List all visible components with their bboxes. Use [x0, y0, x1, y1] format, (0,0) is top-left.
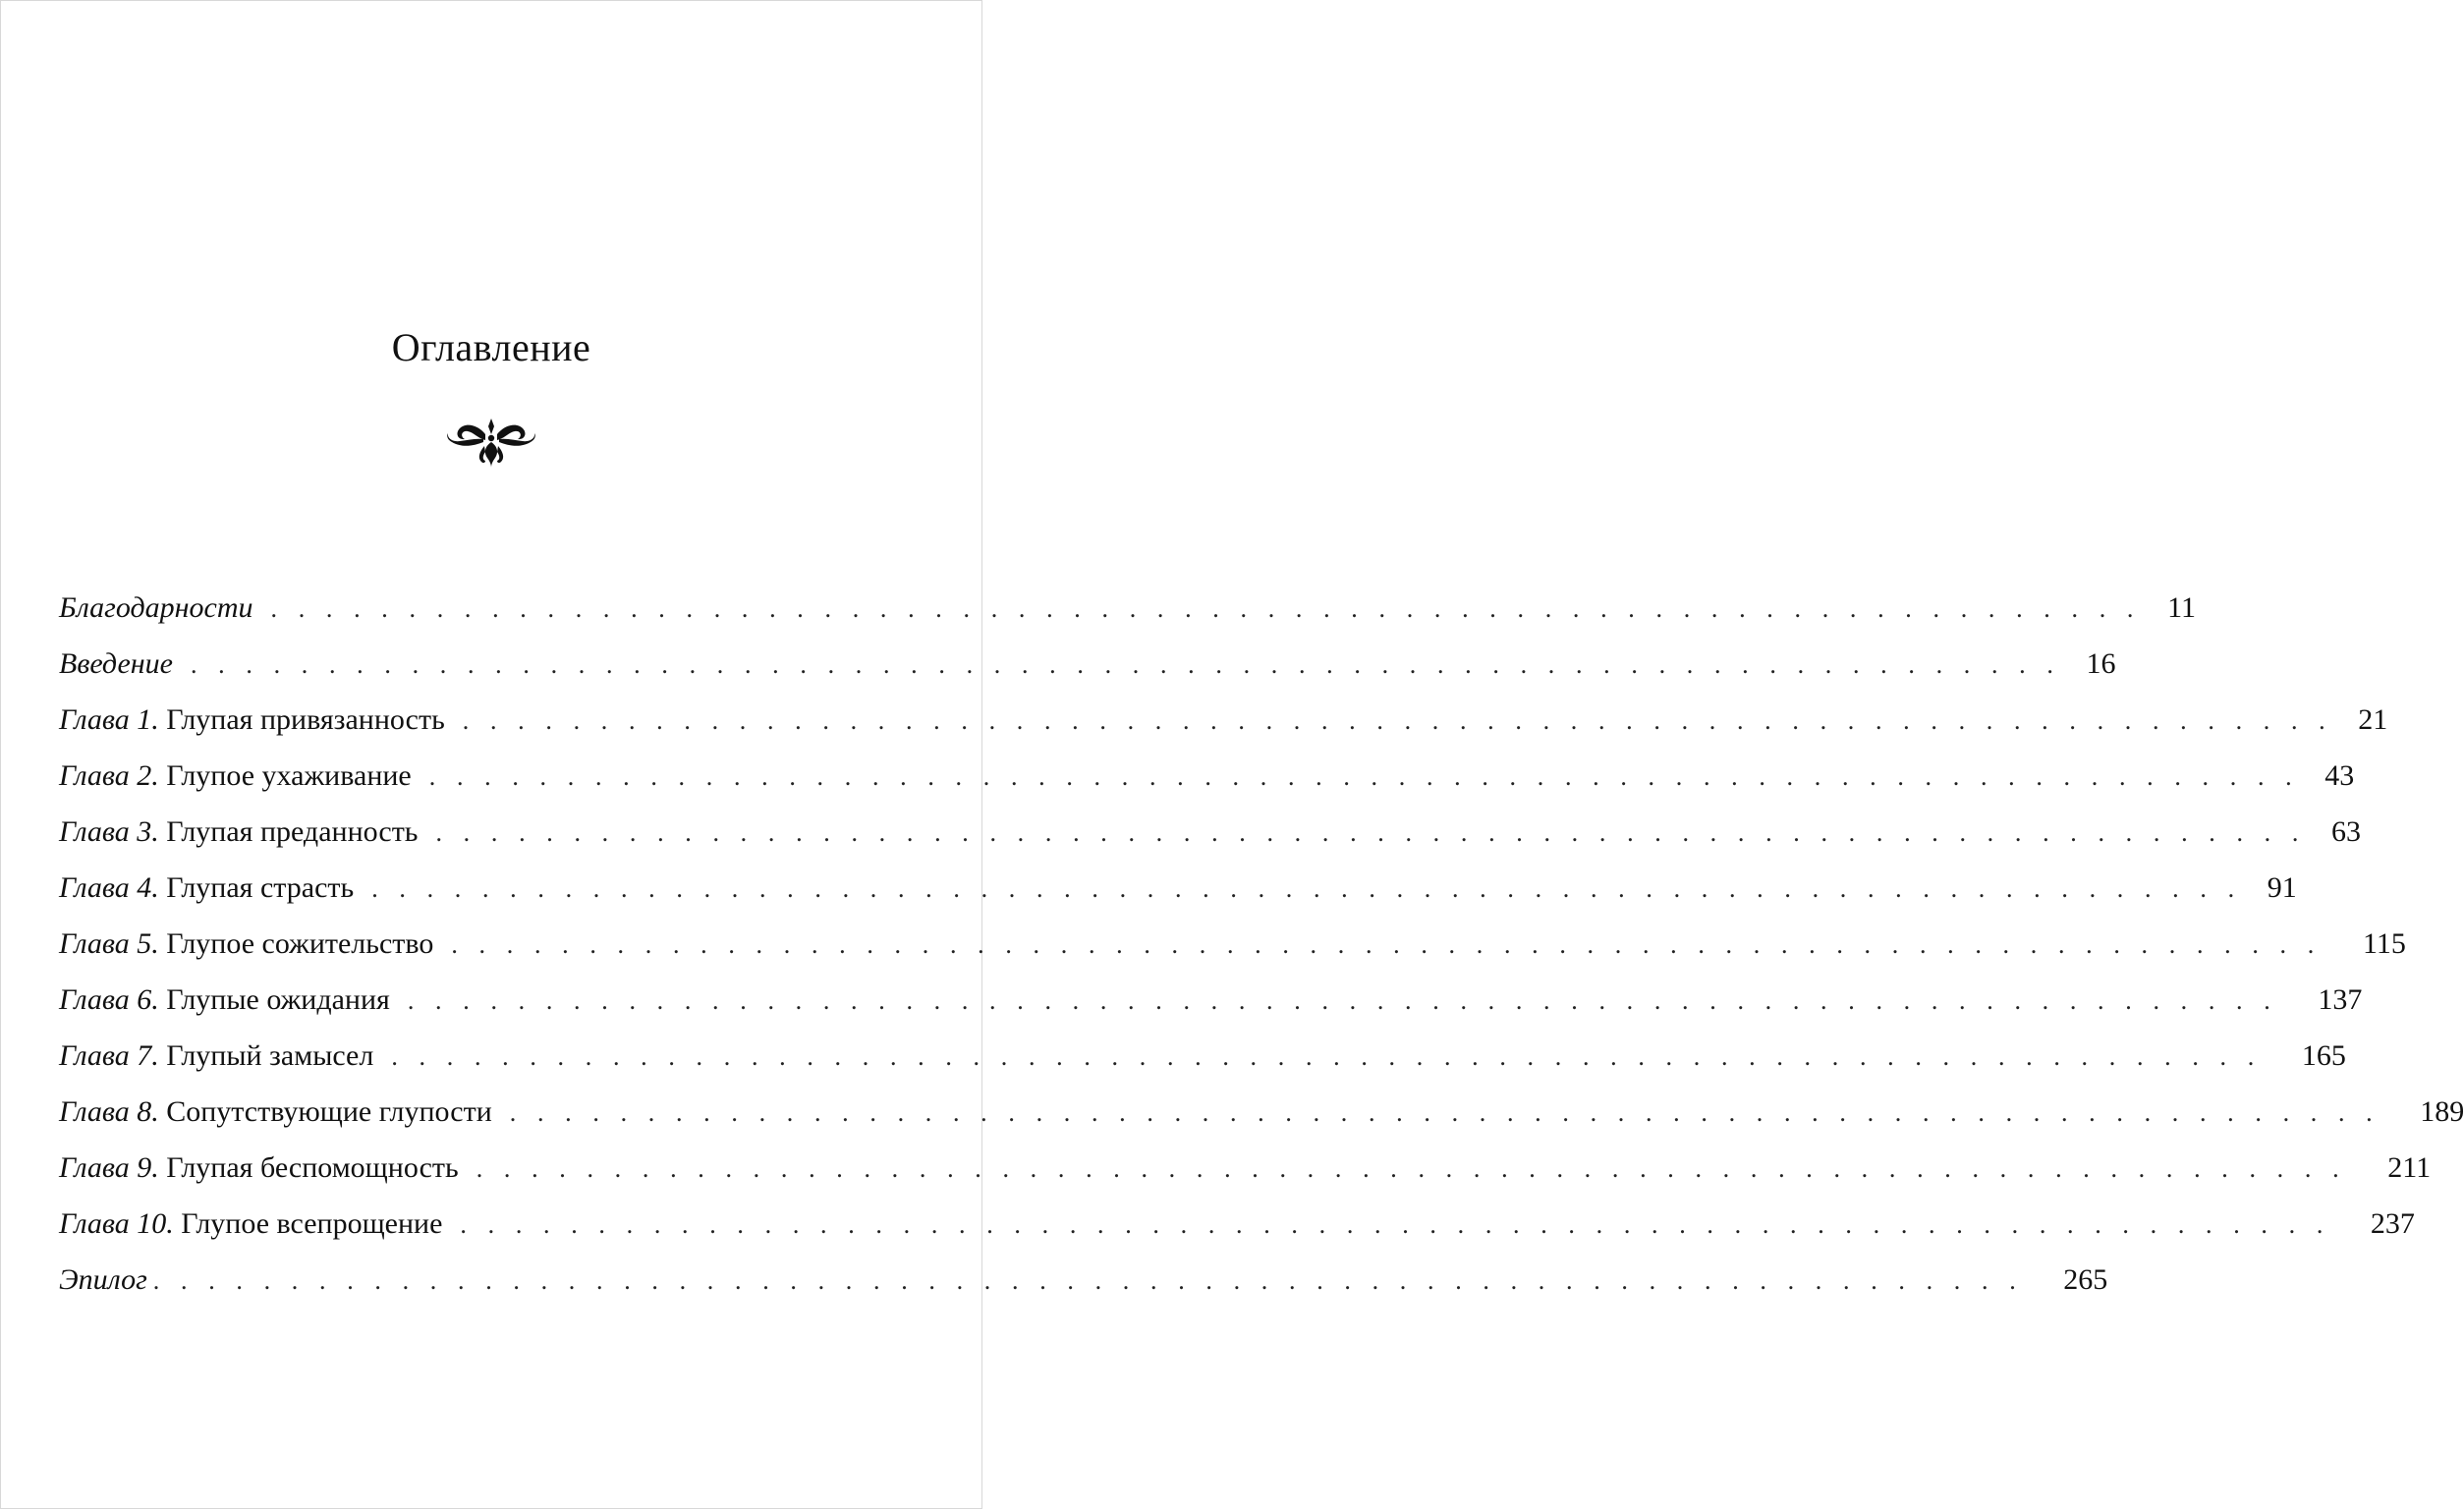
leader-dots: . . . . . . . . . . . . . . . . . . . . . . . . . . . . . . . . . . . . . . . . . . . . . . . . . . . . . . . . . . . . . . . . . . . . — [451, 930, 2322, 959]
leader-dots: . . . . . . . . . . . . . . . . . . . . . . . . . . . . . . . . . . . . . . . . . . . . . . . . . . . . . . . . . . . . . . . . . . . . — [391, 1042, 2262, 1071]
toc-chapter: Глава 10. — [59, 1207, 174, 1240]
toc-entry[interactable] — [59, 692, 2388, 748]
toc-entry[interactable] — [59, 1140, 2432, 1196]
toc-page-number: 137 — [2318, 983, 2363, 1016]
fleuron-ornament-icon — [442, 413, 540, 472]
toc-chapter: Глава 6. — [59, 983, 159, 1016]
toc-chapter: Глава 8. — [59, 1095, 159, 1128]
leader-dots: . . . . . . . . . . . . . . . . . . . . . . . . . . . . . . . . . . . . . . . . . . . . . . . . . . . . . . . . . . . . . . . . . . . . — [371, 874, 2242, 903]
toc-page-number: 11 — [2167, 591, 2196, 624]
toc-entry[interactable] — [59, 748, 2355, 804]
toc-chapter: Глава 2. — [59, 759, 159, 792]
leader-dots: . . . . . . . . . . . . . . . . . . . . . . . . . . . . . . . . . . . . . . . . . . . . . . . . . . . . . . . . . . . . . . . . . . . . — [270, 594, 2141, 623]
toc-chapter-title: Глупое всепрощение — [181, 1207, 443, 1240]
toc-chapter: Глава 1. — [59, 703, 159, 736]
page-title: Оглавление — [391, 325, 591, 369]
toc-entry[interactable] — [59, 916, 2406, 972]
leader-dots: . . . . . . . . . . . . . . . . . . . . . . . . . . . . . . . . . . . . . . . . . . . . . . . . . . . . . . . . . . . . . . . . . . . . — [407, 986, 2278, 1015]
toc-label — [59, 1140, 459, 1196]
toc-chapter: Глава 7. — [59, 1039, 159, 1072]
toc-label — [59, 1196, 442, 1252]
toc-label — [59, 1028, 373, 1084]
toc-chapter: Глава 4. — [59, 871, 159, 904]
leader-dots: . . . . . . . . . . . . . . . . . . . . . . . . . . . . . . . . . . . . . . . . . . . . . . . . . . . . . . . . . . . . . . . . . . . . — [152, 1266, 2024, 1295]
toc-chapter-title: Глупые ожидания — [166, 983, 390, 1016]
toc-chapter: Введение — [59, 647, 173, 680]
leader-dots: . . . . . . . . . . . . . . . . . . . . . . . . . . . . . . . . . . . . . . . . . . . . . . . . . . . . . . . . . . . . . . . . . . . . — [476, 1154, 2347, 1183]
table-of-contents — [59, 580, 2464, 1308]
toc-page-number: 21 — [2358, 703, 2388, 736]
toc-page-number: 265 — [2063, 1263, 2108, 1296]
toc-page-number: 43 — [2324, 759, 2355, 792]
toc-page-number: 165 — [2301, 1039, 2346, 1072]
leader-dots: . . . . . . . . . . . . . . . . . . . . . . . . . . . . . . . . . . . . . . . . . . . . . . . . . . . . . . . . . . . . . . . . . . . . — [190, 650, 2061, 679]
toc-entry[interactable] — [59, 860, 2297, 916]
leader-dots: . . . . . . . . . . . . . . . . . . . . . . . . . . . . . . . . . . . . . . . . . . . . . . . . . . . . . . . . . . . . . . . . . . . . — [428, 762, 2300, 791]
toc-chapter: Глава 9. — [59, 1151, 159, 1184]
toc-label — [59, 748, 412, 804]
toc-label — [59, 580, 253, 636]
toc-chapter-title: Глупая беспомощность — [166, 1151, 459, 1184]
toc-entry[interactable] — [59, 1196, 2415, 1252]
toc-entry[interactable] — [59, 972, 2363, 1028]
leader-dots: . . . . . . . . . . . . . . . . . . . . . . . . . . . . . . . . . . . . . . . . . . . . . . . . . . . . . . . . . . . . . . . . . . . . — [509, 1098, 2380, 1127]
toc-entry[interactable] — [59, 1252, 2108, 1308]
toc-page-number: 237 — [2370, 1207, 2415, 1240]
toc-label — [59, 1252, 147, 1308]
toc-label — [59, 692, 445, 748]
toc-chapter-title: Глупая страсть — [166, 871, 355, 904]
toc-entry[interactable] — [59, 636, 2116, 692]
toc-label — [59, 636, 173, 692]
toc-chapter-title: Сопутствующие глупости — [166, 1095, 492, 1128]
toc-page-number: 91 — [2267, 871, 2297, 904]
leader-dots: . . . . . . . . . . . . . . . . . . . . . . . . . . . . . . . . . . . . . . . . . . . . . . . . . . . . . . . . . . . . . . . . . . . . — [460, 1210, 2330, 1239]
toc-page-number: 115 — [2362, 927, 2406, 960]
toc-chapter-title: Глупая привязанность — [166, 703, 445, 736]
leader-dots: . . . . . . . . . . . . . . . . . . . . . . . . . . . . . . . . . . . . . . . . . . . . . . . . . . . . . . . . . . . . . . . . . . . . — [462, 706, 2333, 735]
toc-chapter-title: Глупый замысел — [166, 1039, 374, 1072]
toc-page-number: 211 — [2387, 1151, 2432, 1184]
toc-chapter-title: Глупое ухаживание — [166, 759, 412, 792]
toc-entry[interactable] — [59, 804, 2361, 860]
toc-page-number: 63 — [2330, 815, 2361, 848]
toc-chapter: Глава 3. — [59, 815, 159, 848]
toc-label — [59, 860, 354, 916]
toc-chapter-title: Глупая преданность — [166, 815, 419, 848]
toc-chapter-title: Глупое сожительство — [166, 927, 434, 960]
toc-label — [59, 916, 433, 972]
toc-entry[interactable] — [59, 1028, 2346, 1084]
toc-page-number: 16 — [2086, 647, 2116, 680]
leader-dots: . . . . . . . . . . . . . . . . . . . . . . . . . . . . . . . . . . . . . . . . . . . . . . . . . . . . . . . . . . . . . . . . . . . . — [435, 818, 2306, 847]
toc-entry[interactable] — [59, 1084, 2464, 1140]
toc-page-number: 189 — [2420, 1095, 2464, 1128]
toc-chapter: Глава 5. — [59, 927, 159, 960]
toc-entry[interactable] — [59, 580, 2196, 636]
toc-label — [59, 1084, 492, 1140]
toc-label — [59, 972, 390, 1028]
toc-chapter: Благодарности — [59, 591, 253, 624]
toc-chapter: Эпилог — [59, 1263, 147, 1296]
toc-label — [59, 804, 418, 860]
